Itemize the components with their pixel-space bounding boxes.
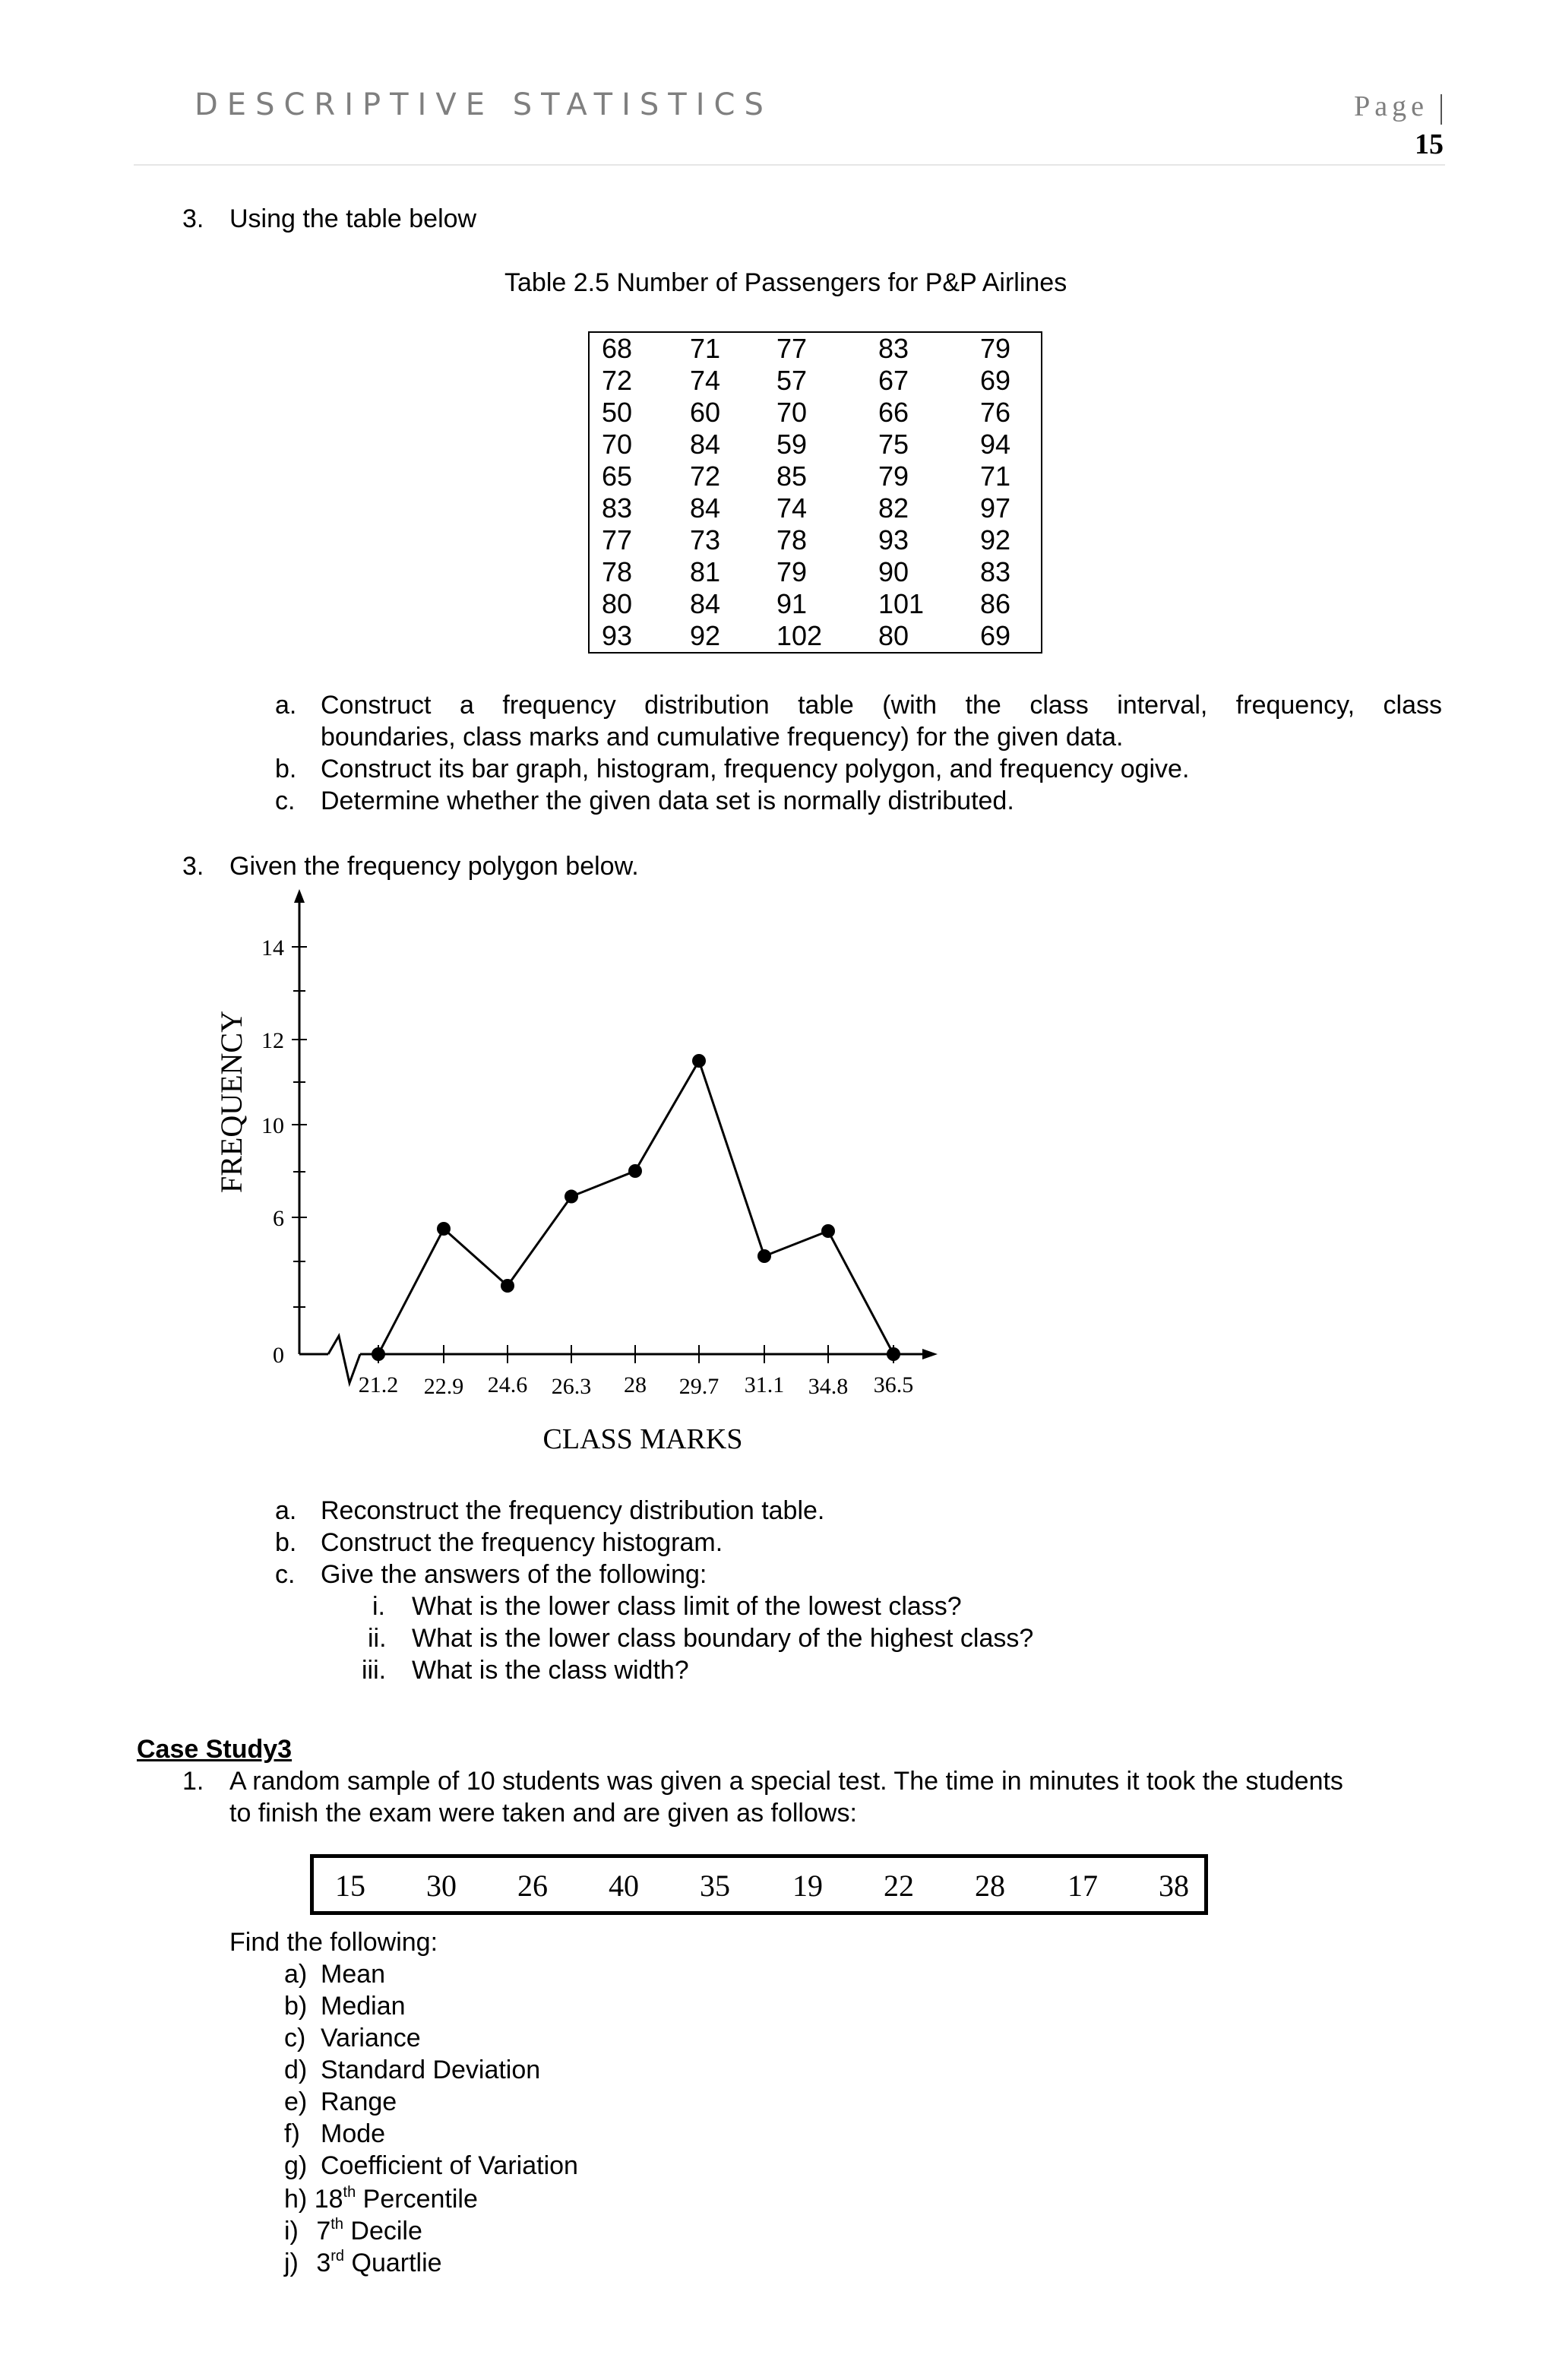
time-value: 22	[884, 1869, 914, 1903]
q3b-item-c-marker: c.	[275, 1560, 296, 1589]
data-point	[628, 1164, 642, 1178]
find-item-text: Variance	[321, 2024, 421, 2052]
find-item-marker: a)	[284, 1960, 308, 1989]
y-tick-label: 12	[261, 1028, 284, 1053]
case-q1-line1: A random sample of 10 students was given a special test. The time in minutes it took the students	[229, 1767, 1343, 1796]
table-cell: 57	[776, 365, 808, 396]
q3b-item-b-marker: b.	[275, 1528, 297, 1557]
table-cell: 81	[690, 556, 721, 587]
table-cell: 83	[980, 556, 1011, 587]
table-cell: 84	[690, 492, 721, 524]
table-cell: 84	[690, 429, 721, 460]
find-item-marker: c)	[284, 2024, 306, 2052]
find-item-text: Decile	[350, 2217, 422, 2245]
q3b-subitem-ii-text: What is the lower class boundary of the highest class?	[412, 1624, 1034, 1653]
table-caption: Table 2.5 Number of Passengers for P&P Airlines	[504, 268, 1067, 297]
find-item-marker: f)	[284, 2119, 300, 2148]
find-item-marker: i)	[284, 2217, 299, 2245]
q3b-item-a-text: Reconstruct the frequency distribution table.	[321, 1496, 825, 1525]
table-cell: 78	[776, 524, 808, 555]
table-cell: 94	[980, 429, 1011, 460]
find-item-text: Quartlie	[351, 2249, 442, 2277]
case-q1-line2: to finish the exam were taken and are given as follows:	[229, 1799, 857, 1828]
y-tick-label: 6	[273, 1206, 284, 1231]
find-item-j	[284, 2248, 442, 2278]
exam-times-box	[310, 1854, 1208, 1915]
find-item-text: Percentile	[362, 2185, 478, 2214]
x-axis-arrow	[922, 1349, 938, 1359]
q3a-item-b-text: Construct its bar graph, histogram, frequency polygon, and frequency ogive.	[321, 755, 1190, 783]
table-cell: 72	[690, 460, 721, 492]
find-item-text: Coefficient of Variation	[321, 2151, 578, 2180]
find-item-marker: b)	[284, 1992, 308, 2021]
find-item-num: 3	[316, 2249, 331, 2277]
x-tick-label: 29.7	[678, 1374, 719, 1399]
q3a-item-a-marker: a.	[275, 691, 297, 720]
table-cell: 70	[602, 429, 633, 460]
find-item-text: Standard Deviation	[321, 2056, 541, 2084]
q3b-number: 3.	[182, 852, 204, 881]
table-cell: 66	[878, 397, 909, 428]
find-prompt: Find the following:	[229, 1928, 438, 1957]
table-cell: 79	[878, 460, 909, 492]
table-cell: 59	[776, 429, 808, 460]
x-tick-label: 31.1	[744, 1372, 785, 1397]
x-tick-label: 34.8	[808, 1374, 849, 1399]
table-cell: 71	[690, 333, 721, 364]
ordinal-suffix: th	[330, 2216, 343, 2233]
q3a-number: 3.	[182, 204, 204, 233]
table-cell: 65	[602, 460, 633, 492]
q3b-item-b-text: Construct the frequency histogram.	[321, 1528, 723, 1557]
data-point	[887, 1347, 900, 1361]
table-cell: 101	[878, 588, 925, 619]
q3a-item-c-text: Determine whether the given data set is normally distributed.	[321, 786, 1014, 815]
table-cell: 80	[878, 620, 909, 651]
x-tick-label: 36.5	[873, 1372, 914, 1397]
table-cell: 70	[776, 397, 808, 428]
table-cell: 73	[690, 524, 721, 555]
data-point	[692, 1054, 706, 1068]
ordinal-suffix: rd	[330, 2248, 345, 2264]
q3a-item-a-line2: boundaries, class marks and cumulative frequency) for the given data.	[321, 723, 1124, 752]
q3b-subitem-ii-marker: ii.	[368, 1624, 387, 1653]
y-tick-label: 10	[261, 1113, 284, 1138]
axis-break	[328, 1336, 360, 1383]
find-item-i	[284, 2216, 422, 2246]
find-item-marker: g)	[284, 2151, 308, 2180]
table-cell: 80	[602, 588, 633, 619]
time-value: 40	[609, 1869, 639, 1903]
table-cell: 102	[776, 620, 823, 651]
table-cell: 71	[980, 460, 1011, 492]
find-item-text: Mode	[321, 2119, 386, 2148]
table-cell: 77	[602, 524, 633, 555]
data-point	[372, 1347, 385, 1361]
find-item-marker: e)	[284, 2087, 308, 2116]
table-cell: 76	[980, 397, 1011, 428]
table-cell: 68	[602, 333, 633, 364]
find-item-num: 18	[314, 2185, 343, 2214]
find-item-marker: j)	[284, 2249, 299, 2277]
q3b-subitem-i-marker: i.	[372, 1592, 385, 1621]
time-value: 30	[426, 1869, 457, 1903]
data-point	[437, 1222, 451, 1236]
table-cell: 91	[776, 588, 808, 619]
table-cell: 83	[602, 492, 633, 524]
x-tick-label: 26.3	[551, 1374, 592, 1399]
data-point	[565, 1190, 578, 1204]
table-cell: 75	[878, 429, 909, 460]
q3b-prompt: Given the frequency polygon below.	[229, 852, 639, 881]
q3b-subitem-iii-text: What is the class width?	[412, 1656, 689, 1685]
table-cell: 90	[878, 556, 909, 587]
q3b-item-c-text: Give the answers of the following:	[321, 1560, 707, 1589]
table-cell: 92	[690, 620, 721, 651]
case-study-title: Case Study3	[137, 1735, 293, 1764]
x-tick-label: 21.2	[358, 1372, 399, 1397]
header-title: DESCRIPTIVE STATISTICS	[194, 87, 773, 122]
table-cell: 74	[776, 492, 808, 524]
data-point	[757, 1249, 771, 1263]
x-tick-label: 28	[624, 1372, 647, 1397]
page-label: Page	[1354, 90, 1428, 122]
q3b-subitem-i-text: What is the lower class limit of the lowest class?	[412, 1592, 962, 1621]
table-cell: 82	[878, 492, 909, 524]
table-cell: 92	[980, 524, 1011, 555]
table-cell: 50	[602, 397, 633, 428]
data-point	[501, 1279, 514, 1293]
table-cell: 77	[776, 333, 808, 364]
frequency-polygon-line	[378, 1061, 893, 1354]
table-cell: 60	[690, 397, 721, 428]
find-item-num: 7	[316, 2217, 331, 2245]
table-cell: 69	[980, 365, 1011, 396]
table-cell: 86	[980, 588, 1011, 619]
q3b-subitem-iii-marker: iii.	[362, 1656, 387, 1685]
table-cell: 83	[878, 333, 909, 364]
y-axis-title: FREQUENCY	[214, 1010, 248, 1194]
table-cell: 69	[980, 620, 1011, 651]
table-cell: 93	[602, 620, 633, 651]
x-tick-label: 24.6	[487, 1372, 528, 1397]
table-cell: 72	[602, 365, 633, 396]
table-cell: 74	[690, 365, 721, 396]
time-value: 28	[975, 1869, 1005, 1903]
table-cell: 97	[980, 492, 1011, 524]
y-tick-label: 14	[261, 935, 284, 961]
q3a-item-c-marker: c.	[275, 786, 296, 815]
q3a-item-a-line1: Construct a frequency distribution table (with the class interval, frequency, class	[321, 691, 1442, 720]
find-item-text: Median	[321, 1992, 406, 2021]
time-value: 15	[335, 1869, 365, 1903]
time-value: 35	[700, 1869, 730, 1903]
data-point	[821, 1224, 835, 1238]
time-value: 19	[792, 1869, 823, 1903]
q3a-item-b-marker: b.	[275, 755, 297, 783]
table-cell: 85	[776, 460, 808, 492]
page-number: 15	[1415, 128, 1444, 160]
time-value: 38	[1159, 1869, 1189, 1903]
find-item-marker: d)	[284, 2056, 308, 2084]
time-value: 26	[517, 1869, 548, 1903]
find-item-text: Mean	[321, 1960, 386, 1989]
ordinal-suffix: th	[343, 2184, 356, 2201]
case-q1-number: 1.	[182, 1767, 204, 1796]
table-cell: 84	[690, 588, 721, 619]
find-item-marker: h)	[284, 2185, 308, 2214]
time-value: 17	[1067, 1869, 1098, 1903]
x-axis-title: CLASS MARKS	[542, 1423, 743, 1455]
x-tick-label: 22.9	[423, 1374, 464, 1399]
table-cell: 93	[878, 524, 909, 555]
find-item-h	[284, 2184, 478, 2214]
q3b-item-a-marker: a.	[275, 1496, 297, 1525]
q3a-prompt: Using the table below	[229, 204, 477, 233]
table-cell: 67	[878, 365, 909, 396]
table-cell: 79	[980, 333, 1011, 364]
table-cell: 79	[776, 556, 808, 587]
table-cell: 78	[602, 556, 633, 587]
find-item-text: Range	[321, 2087, 397, 2116]
y-axis-arrow	[294, 889, 305, 903]
y-tick-label: 0	[273, 1343, 284, 1368]
